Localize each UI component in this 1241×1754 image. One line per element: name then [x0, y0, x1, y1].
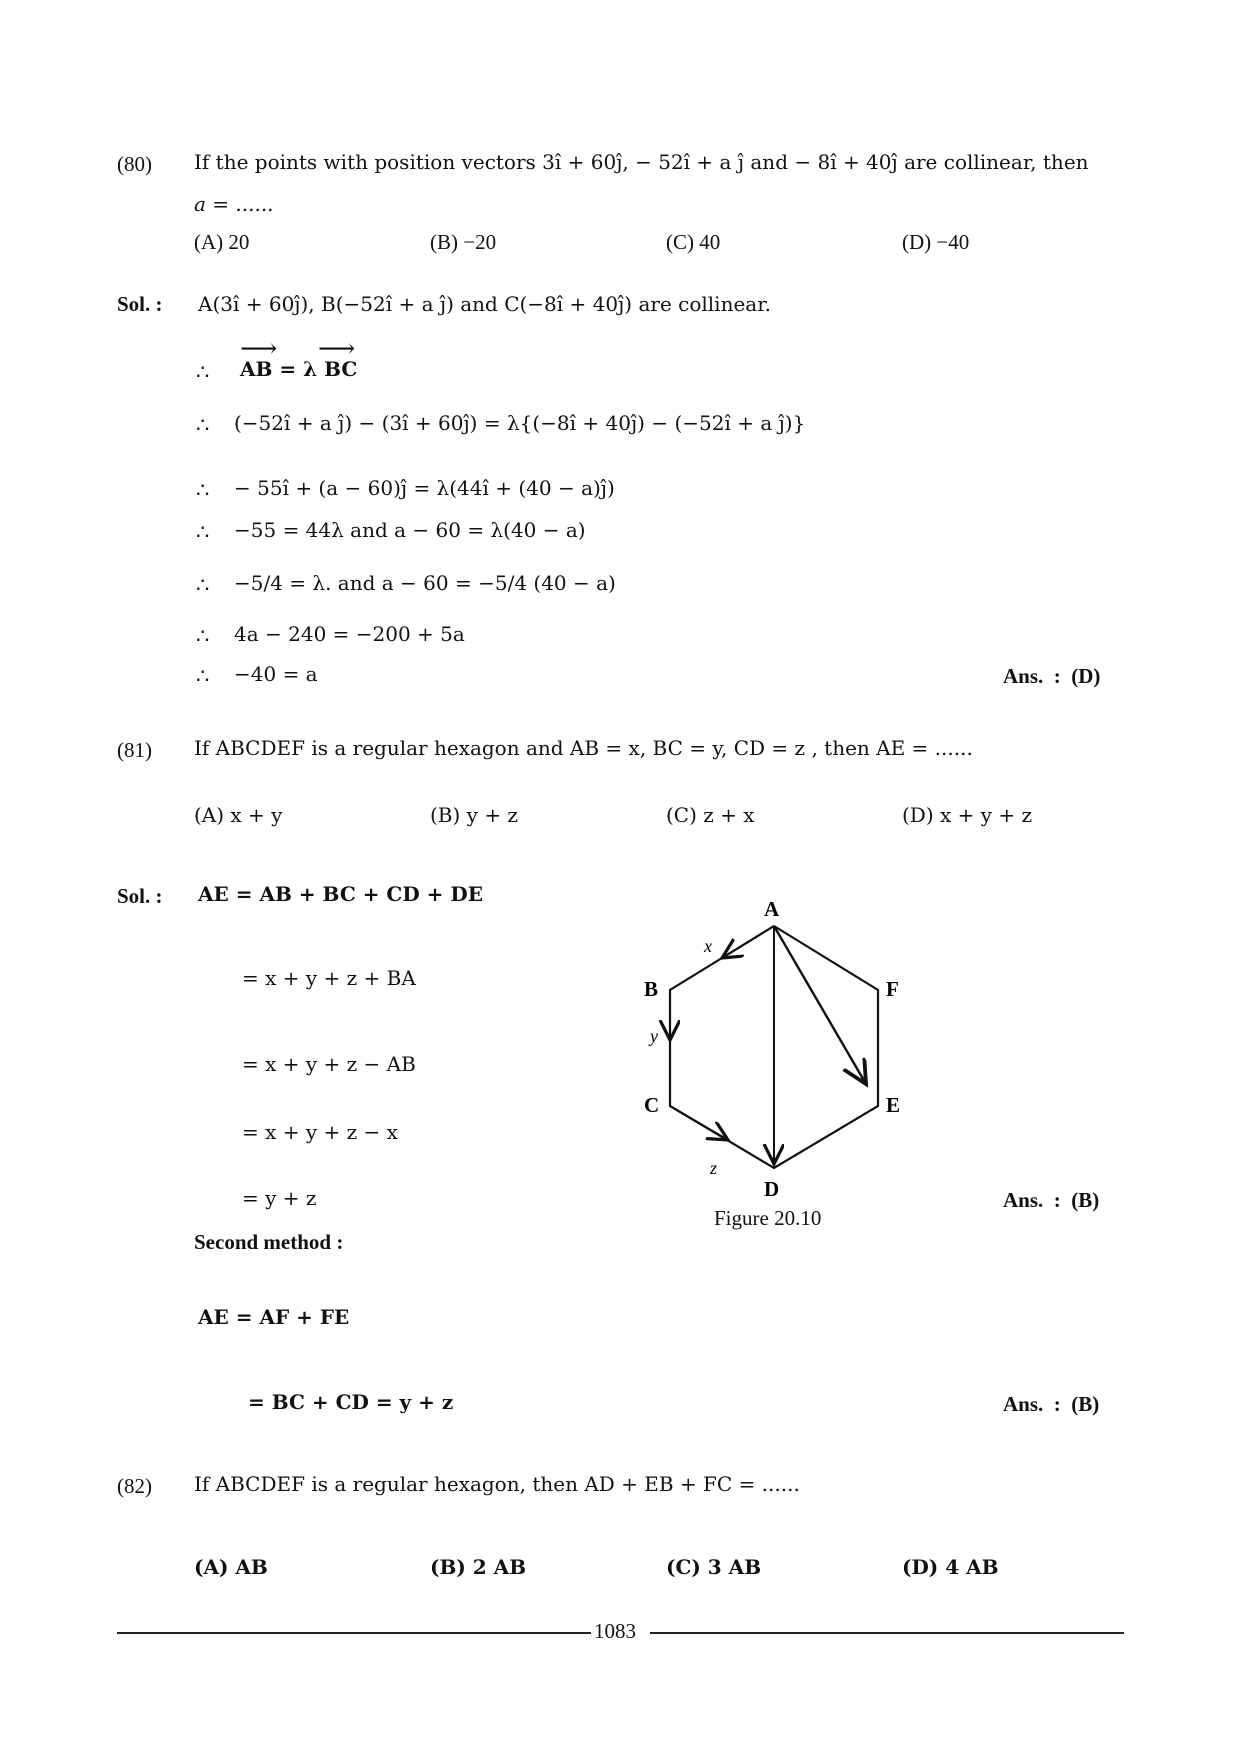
solution-step: 4a − 240 = −200 + 5a	[234, 622, 465, 646]
answer-label: Ans. : (B)	[1003, 1188, 1100, 1212]
solution-step: −40 = a	[234, 662, 318, 686]
solution-label: Sol. :	[117, 292, 163, 316]
therefore-symbol: ∴	[196, 413, 210, 437]
solution-step: = BC + CD = y + z	[248, 1390, 454, 1414]
hexagon-figure	[630, 890, 930, 1200]
answer-label: Ans. : (B)	[1003, 1392, 1100, 1416]
vertex-b-label: B	[644, 977, 659, 1001]
vertex-c-label: C	[644, 1093, 660, 1117]
diagonal-ae	[774, 926, 866, 1084]
solution-step: −55 = 44λ and a − 60 = λ(40 − a)	[234, 518, 586, 542]
option-a: (A) x + y	[194, 803, 283, 827]
solution-label: Sol. :	[117, 884, 163, 908]
solution-step: − 55î + (a − 60)ĵ = λ(44î + (40 − a)ĵ)	[234, 476, 615, 500]
question-number: (81)	[117, 738, 152, 762]
therefore-symbol: ∴	[196, 573, 210, 597]
question-text: If ABCDEF is a regular hexagon, then AD + EB + FC = ......	[194, 1472, 800, 1496]
solution-line: A(3î + 60ĵ), B(−52î + a ĵ) and C(−8î + 40ĵ) are collinear.	[198, 292, 771, 316]
solution-step: AB = λ BC	[240, 357, 358, 381]
therefore-symbol: ∴	[196, 360, 210, 384]
option-b: (B) 2 AB	[430, 1555, 527, 1579]
answer-label: Ans. : (D)	[1003, 664, 1101, 688]
vector-z-arrow	[670, 1106, 728, 1140]
vertex-e-label: E	[886, 1093, 901, 1117]
second-method-heading: Second method :	[194, 1230, 344, 1254]
vector-x-label: x	[704, 936, 712, 956]
option-c: (C) 40	[666, 230, 721, 254]
therefore-symbol: ∴	[196, 664, 210, 688]
vector-x-arrow	[722, 926, 774, 958]
vector-arrow-icon: ⟶	[240, 334, 278, 363]
question-text-continued: a = ......	[194, 192, 274, 216]
option-c: (C) 3 AB	[666, 1555, 762, 1579]
solution-step: −5/4 = λ. and a − 60 = −5/4 (40 − a)	[234, 571, 616, 595]
option-b: (B) −20	[430, 230, 497, 254]
option-a: (A) AB	[194, 1555, 268, 1579]
solution-step: AE = AF + FE	[198, 1305, 350, 1329]
vertex-a-label: A	[764, 897, 780, 921]
option-a: (A) 20	[194, 230, 250, 254]
therefore-symbol: ∴	[196, 624, 210, 648]
therefore-symbol: ∴	[196, 478, 210, 502]
option-d: (D) 4 AB	[902, 1555, 999, 1579]
vector-z-label: z	[710, 1158, 718, 1178]
solution-step: = x + y + z + BA	[242, 966, 416, 990]
figure-caption: Figure 20.10	[714, 1206, 822, 1230]
question-text: If ABCDEF is a regular hexagon and AB = x, BC = y, CD = z , then AE = ......	[194, 736, 973, 760]
option-d: (D) x + y + z	[902, 803, 1033, 827]
question-number: (80)	[117, 152, 152, 176]
vertex-d-label: D	[764, 1177, 780, 1200]
solution-step: = y + z	[242, 1186, 317, 1210]
option-b: (B) y + z	[430, 803, 518, 827]
footer-rule-left	[117, 1632, 591, 1634]
footer-rule-right	[650, 1632, 1124, 1634]
solution-step: (−52î + a ĵ) − (3î + 60ĵ) = λ{(−8î + 40ĵ) − (−52î + a ĵ)}	[234, 411, 806, 435]
vertex-f-label: F	[886, 977, 899, 1001]
page-number: 1083	[594, 1619, 636, 1643]
vector-y-label: y	[650, 1026, 658, 1046]
option-c: (C) z + x	[666, 803, 755, 827]
vector-arrow-icon: ⟶	[318, 334, 356, 363]
solution-step: AE = AB + BC + CD + DE	[198, 882, 483, 906]
option-d: (D) −40	[902, 230, 970, 254]
solution-step: = x + y + z − AB	[242, 1052, 416, 1076]
question-number: (82)	[117, 1474, 152, 1498]
therefore-symbol: ∴	[196, 520, 210, 544]
solution-step: = x + y + z − x	[242, 1120, 398, 1144]
question-text: If the points with position vectors 3î + 60ĵ, − 52î + a ĵ and − 8î + 40ĵ are collinear, then	[194, 150, 1089, 174]
